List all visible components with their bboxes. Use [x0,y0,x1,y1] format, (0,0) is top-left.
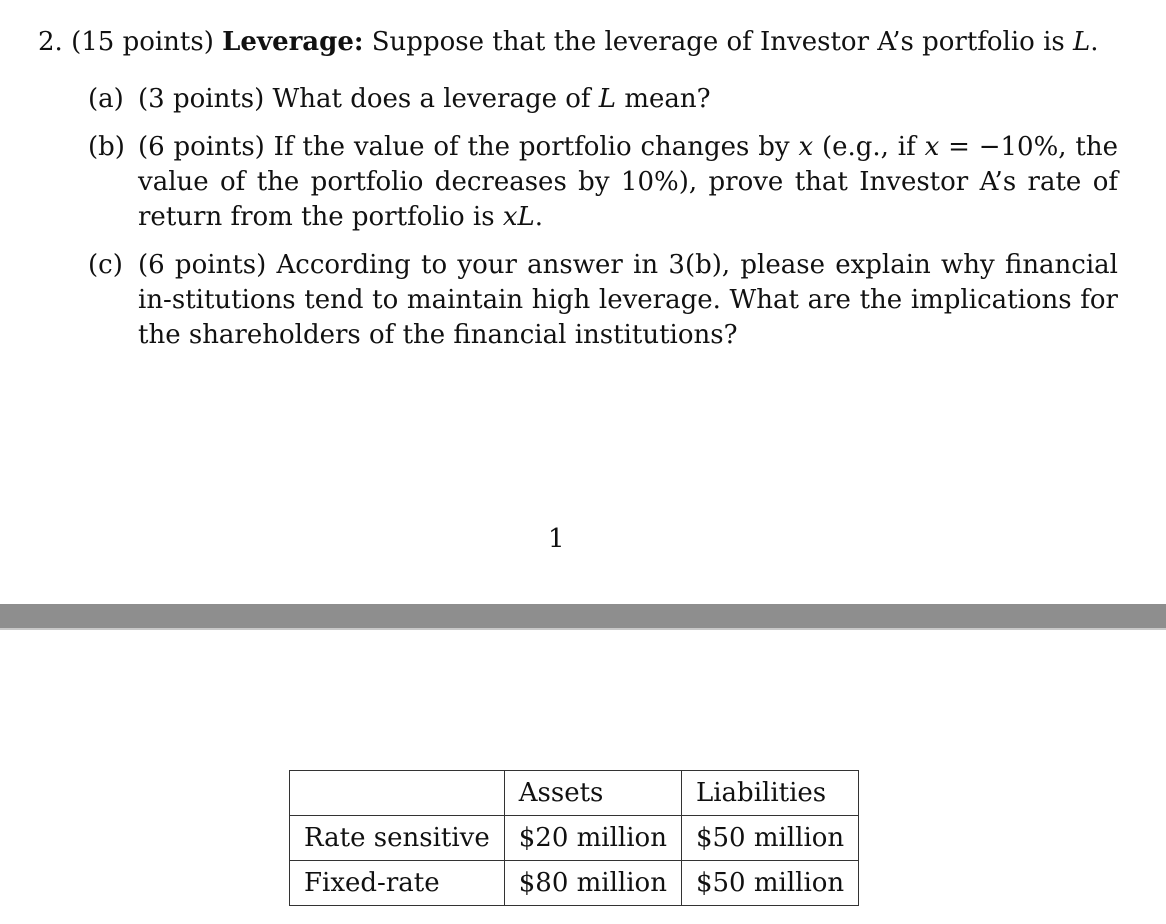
text-segment: (3 points) What does a leverage of [138,84,599,114]
math-var-L: L [598,84,617,114]
math-expr-xL: xL [502,202,535,232]
question-topic: Leverage: [222,27,364,57]
text-segment: (6 points) If the value of the portfolio changes by [138,132,799,162]
math-var-L: L [1073,27,1091,57]
question-points: (15 points) [71,27,214,57]
table-cell: Fixed-rate [290,861,505,906]
table-cell: $50 million [681,816,858,861]
text-segment: = −10%, the value of the portfolio decreases by 10%), prove that Investor A’s rate of return from the portfolio is [138,132,1119,232]
subquestion-label: (a) [88,84,124,114]
subquestion-label: (c) [88,250,123,280]
question-number: 2. [38,27,63,57]
text-segment: (e.g., if [813,132,925,162]
table-row [290,816,859,861]
subquestion-b [88,130,1118,235]
question-stem: Suppose that the leverage of Investor A’s portfolio is [371,27,1074,57]
page-separator-edge [0,628,1166,630]
math-var-x: x [924,132,940,162]
table-cell: $20 million [504,816,681,861]
page-number: 1 [548,524,565,554]
math-var-x: x [798,132,814,162]
table-cell: $80 million [504,861,681,906]
subquestion-text [138,130,1118,235]
table-cell: $50 million [681,861,858,906]
subquestion-c [88,248,1118,353]
subquestion-a [88,82,1118,117]
table-header-row [290,771,859,816]
text-segment: mean? [616,84,711,114]
table-header-cell [290,771,505,816]
subquestion-text: (6 points) According to your answer in 3(b), please explain why financial in-stitutions tend to maintain high leverage. What are the implications for the shareholders of the financial institutions? [138,250,1118,350]
question-2-heading [38,22,1099,62]
table-row [290,861,859,906]
page-separator [0,604,1166,628]
subquestion-label: (b) [88,132,125,162]
table-header-cell: Assets [504,771,681,816]
rate-sensitivity-table [289,770,859,906]
text-segment: . [534,202,544,232]
table-header-cell: Liabilities [681,771,858,816]
subquestion-text [138,82,1118,117]
table-cell: Rate sensitive [290,816,505,861]
question-stem-end: . [1090,27,1099,57]
